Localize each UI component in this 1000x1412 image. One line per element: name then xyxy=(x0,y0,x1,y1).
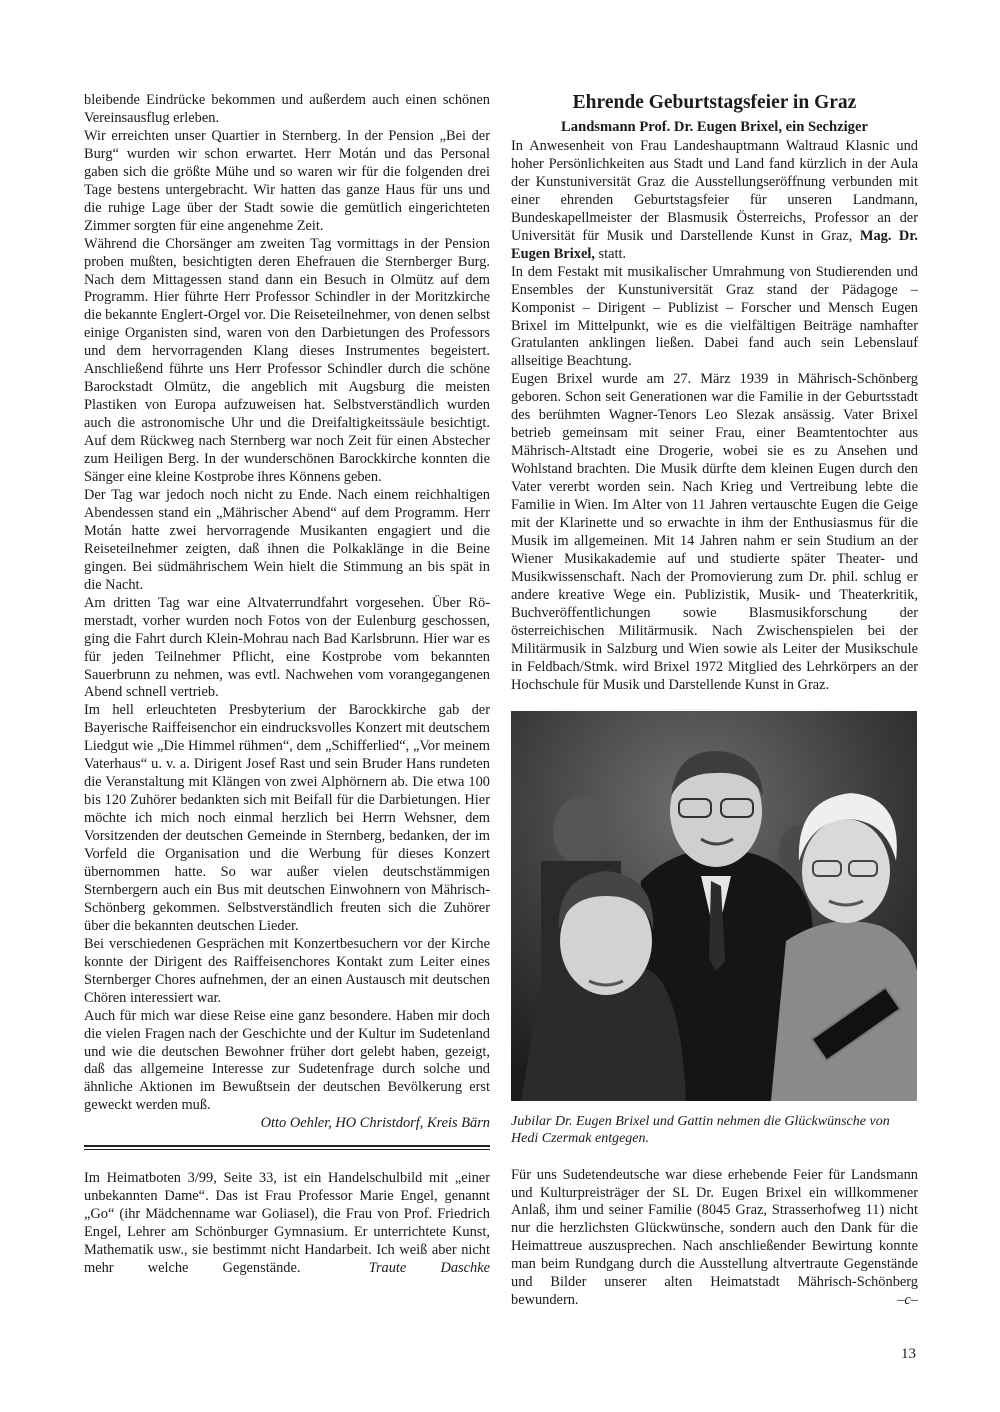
article-headline: Ehrende Geburtstagsfeier in Graz xyxy=(572,92,857,113)
article-closing-signature: –c– xyxy=(897,1292,918,1309)
photo-caption: Jubilar Dr. Eugen Brixel und Gattin nehmen die Glückwünsche von Hedi Czermak entgegen. xyxy=(511,1113,890,1146)
author-name: Otto Oehler, xyxy=(260,1115,332,1132)
notice-text: Im Heimatboten 3/99, Seite 33, ist ein Handelschulbild mit „einer unbekannten Dame“. Das ist Frau Professor Marie Engel, genannt „Go“ (ihr Mädchenname war Goliasel), die Frau von Prof. Friedrich Engel, Lehrer am Schönburger Gymnasium. Er unterrichtete Kunst, Mathematik usw., sie bestimmt nicht Handarbeit. Ich weiß aber nicht mehr welche Gegenstände. xyxy=(84,1170,490,1277)
travel-report-paragraph: bleibende Eindrücke bekommen und außerdem auch einen schönen Vereinsausflug erleben. xyxy=(84,92,490,126)
section-divider-thick xyxy=(84,1145,490,1147)
section-divider-thin xyxy=(84,1149,490,1150)
travel-report-paragraph: Während die Chorsänger am zweiten Tag vormittags in der Pension proben mußten, besichtigten deren Ehefrauen die Sternberger Burg. Nach dem Mittagessen stand dann ein Besuch in Olmütz auf dem Programm. Hier führte Herr Professor Schindler in der Moritzkirche die bekannte Englert-Orgel vor. Die Reiseteilnehmer, von denen selbst einige Organisten sind, waren von den Darbietungen des Professors und dem hervorragenden Klang dieses Instrumentes begeistert. Anschließend führte uns Herr Professor Schindler durch die schöne Barockstadt Olmütz, die angeblich mit Augsburg die meisten Plastiken von Europa aufzuweisen hat. Selbstverständlich wurden auch die astronomische Uhr und die Dreifaltigkeitssäule besichtigt. Auf dem Rückweg nach Sternberg war noch Zeit für einen Abstecher zum Heiligen Berg. In der wunderschönen Barockkirche konnten die Sänger eine kleine Kostprobe ihres Könnens geben. xyxy=(84,235,490,486)
travel-report-paragraph: Wir erreichten unser Quartier in Sternberg. In der Pension „Bei der Burg“ wurden wir schon erwartet. Herr Motán und das Personal gaben sich die größte Mühe und so waren wir für die folgenden drei Tage bestens untergebracht. Wir hatten das ganze Haus für uns und die ruhige Lage über der Stadt sowie die gemütlich eingerichteten Zimmer sorgten für eine angenehme Zeit. xyxy=(84,127,490,234)
article-paragraph xyxy=(511,138,918,264)
travel-report-paragraph: Im hell erleuchteten Presbyterium der Barockkirche gab der Bayerische Raiffeisenchor ein eindrucksvolles Konzert mit deutschem Liedgut wie „Die Himmel rühmen“, dem „Schifferlied“, „Vor meinem Vaterhaus“ u. v. a. Dirigent Josef Rast und sein Bruder Hans rundeten die Veranstaltung mit Klängen von zwei Alphörnern ab. Die etwa 100 bis 120 Zuhörer bedankten sich mit Beifall für die Darbietungen. Hier möchte ich mich noch einmal herzlich bei Herrn Wehsner, dem Vorsitzenden der deutschen Gemeinde in Sternberg, bedanken, der im Vorfeld die Organisation und die Werbung für dieses Konzert übernommen hatte. So war außer vielen deutschstämmigen Sternbergern auch ein Bus mit deutschen Einwohnern von Mährisch-Schönberg gekommen. Selbstverständlich freuten sich die Zuhörer über die bekannten deutschen Lieder. xyxy=(84,702,490,934)
right-column xyxy=(511,92,918,1310)
travel-report-paragraph: Bei verschiedenen Gesprächen mit Konzertbesuchern vor der Kirche konnte der Dirigent des Raiffeisenchores Kontakt zum Leiter eines Sternberger Chores aufnehmen, der an einen Austausch mit deutschen Chören interessiert war. xyxy=(84,935,490,1006)
article-p1-name: Mag. Dr. Eugen Brixel, xyxy=(511,227,918,262)
article-closing-text: Für uns Sudetendeutsche war diese erhebende Feier für Landsmann und Kulturpreisträger der SL Dr. Eugen Brixel ein willkommener Anlaß, ihm und seiner Familie (8045 Graz, Strasserhofweg 11) nicht nur die herzlichsten Glückwünsche, sondern auch den Dank für die Heimattreue auszusprechen. Nach anschließender Bewirtung konnte man beim Rundgang durch die Ausstellung altvertraute Gegenstände und Bilder unserer alten Heimatstadt Mährisch-Schönberg bewundern. xyxy=(511,1166,918,1309)
photo-illustration xyxy=(511,711,917,1101)
page-number: 13 xyxy=(901,1346,916,1362)
notice-signature: Traute Daschke xyxy=(368,1260,490,1277)
travel-report-paragraph: Der Tag war jedoch noch nicht zu Ende. Nach einem reichhaltigen Abendessen stand ein „Mährischer Abend“ auf dem Programm. Herr Motán hatte zwei hervorragende Musikanten engagiert und die Reiseteilnehmer zeigten, daß ihnen die Polkaklänge in die Beine gingen. Bei südmährischem Wein hielt die Stimmung an bis spät in die Nacht. xyxy=(84,486,490,593)
article-p1-text: In Anwesenheit von Frau Landeshauptmann Waltraud Klasnic und hoher Persönlichkeiten aus Stadt und Land fand kürzlich in der Aula der Kunstuniversität Graz die Ausstellungseröffnung verbunden mit einer ehrenden Geburtstagsfeier für unseren Landmann, Bundeskapellmeister der Blasmusik Österreichs, Professor an der Universität für Musik und Darstellende Kunst in Graz, xyxy=(511,138,918,244)
travel-report-paragraph: Am dritten Tag war eine Altvaterrundfahrt vorgesehen. Über Römerstadt, vorher wurden noch Fotos von der Eulenburg geschossen, ging die Fahrt durch Klein-Mohrau nach Bad Karlsbrunn. Hier war es für jeden Teilnehmer Pflicht, eine Kostprobe vom bekannten Sauerbrunn zu nehmen, was evtl. Nachwehen vom vorangegangenen Abend schnell vertrieb. xyxy=(84,594,490,701)
travel-report-paragraph: Auch für mich war diese Reise eine ganz besondere. Haben mir doch die vielen Fragen nach der Geschichte und der Kultur im Sudetenland und wie die deutschen Bewohner früher dort gelebt haben, gezeigt, daß das allgemeine Interesse zur Sudetenfrage durch solche und ähnliche Aktionen im Bewußtsein der deutschen Bevölkerung erst geweckt werden muß. xyxy=(84,1007,490,1114)
event-photo xyxy=(511,711,917,1101)
article-closing-paragraph xyxy=(511,1167,918,1311)
article-p1-end: statt. xyxy=(594,245,627,262)
left-column xyxy=(84,92,490,1278)
article-paragraph: Eugen Brixel wurde am 27. März 1939 in Mährisch-Schönberg geboren. Schon seit Generationen war die Familie in der Geburtsstadt des berühmten Wagner-Tenors Leo Slezak ansässig. Vater Brixel betrieb gemeinsam mit seiner Frau, einer Beamtentochter aus Mährisch-Altstadt eine Drogerie, wobei sie es zu Ansehen und Wohlstand brachten. Die Musik dürfte dem kleinen Eugen durch den Vater vererbt worden sein. Nach Krieg und Vertreibung lebte die Familie in Wien. Im Alter von 11 Jahren vertauschte Eugen die Geige mit der Klarinette und so erwachte in ihm der Enthusiasmus für die Musik im allgemeinen. Mit 14 Jahren nahm er sein Studium an der Wiener Musikakademie auf und studierte später Theater- und Musikwissenschaft. Nach der Promovierung zum Dr. phil. schlug er andere kreative Wege ein. Publizistik, Musik- und Theaterkritik, Buchveröffentlichungen sowie Blasmusikforschung der österreichischen Militärmusik. Nach Zwischenspielen bei der Militärmusik in Salzburg und Wien sowie als Leiter der Musikschule in Feldbach/Stmk. wird Brixel 1972 Mitglied des Lehrkörpers an der Hochschule für Musik und Darstellende Kunst in Graz. xyxy=(511,371,918,693)
travel-report-signature xyxy=(84,1115,490,1133)
article-subheadline: Landsmann Prof. Dr. Eugen Brixel, ein Sechziger xyxy=(561,119,868,135)
notice-paragraph xyxy=(84,1170,490,1278)
article-paragraph: In dem Festakt mit musikalischer Umrahmung von Studierenden und Ensembles der Kunstuniversität Graz stand der Pädagoge – Komponist – Dirigent – Publizist – Forscher und Mensch Eugen Brixel im Mittelpunkt, wie es die vielfältigen Beiträge namhafter Gratulanten anklingen ließen. Dabei fand auch sein Lebenslauf allseitige Beachtung. xyxy=(511,263,918,370)
author-affiliation: HO Christdorf, Kreis Bärn xyxy=(331,1115,490,1132)
